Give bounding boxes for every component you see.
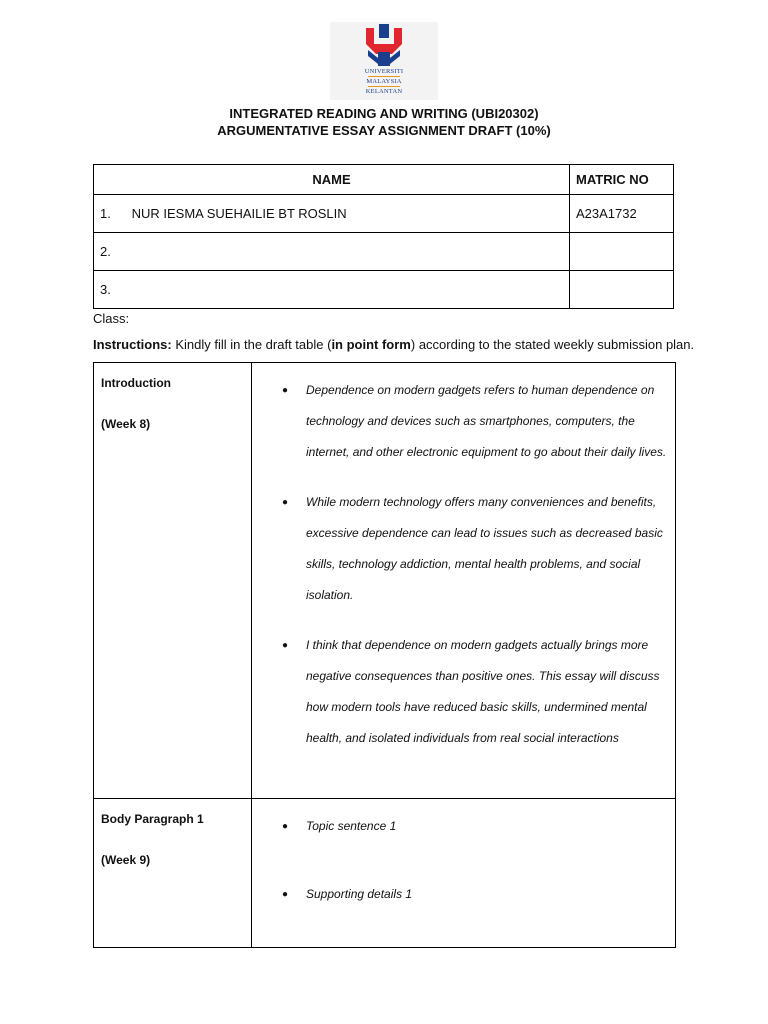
matric-column-header: MATRIC NO: [570, 165, 674, 195]
point-list: [252, 799, 675, 910]
logo-divider: [368, 76, 400, 77]
logo-text-universiti: UNIVERSITI: [364, 68, 404, 75]
point-item: [282, 811, 669, 842]
draft-table: [93, 362, 676, 948]
instructions: [93, 337, 694, 352]
point-item: [282, 487, 669, 611]
logo-text-kelantan: KELANTAN: [365, 88, 403, 95]
class-label: Class:: [93, 311, 130, 326]
member-name: NUR IESMA SUEHAILIE BT ROSLIN: [131, 206, 347, 221]
member-name-cell[interactable]: [94, 195, 570, 233]
logo-text-malaysia: MALAYSIA: [366, 78, 402, 85]
section-content-cell[interactable]: [252, 799, 676, 948]
members-table-header: [94, 165, 674, 195]
document-title: INTEGRATED READING AND WRITING (UBI20302): [229, 106, 539, 121]
member-matric-cell[interactable]: A23A1732: [570, 195, 674, 233]
section-title: Body Paragraph 1: [101, 812, 204, 826]
member-matric-cell[interactable]: [570, 271, 674, 309]
member-number: 1.: [100, 206, 111, 221]
point-text: I think that dependence on modern gadgets actually brings more negative consequences than positive ones. This essay will discuss how modern tools have reduced basic skills, undermined mental health, and isolated individuals from real social interactions: [306, 638, 660, 745]
section-label-cell: [94, 363, 252, 799]
bullet-icon: ●: [282, 821, 289, 832]
member-row: [94, 271, 674, 309]
document-subtitle: ARGUMENTATIVE ESSAY ASSIGNMENT DRAFT (10%): [217, 123, 551, 138]
name-column-header: NAME: [94, 165, 570, 195]
members-table: [93, 164, 674, 309]
member-number: 3.: [100, 282, 111, 297]
instructions-text-before: Kindly fill in the draft table (: [171, 337, 332, 352]
point-list: [252, 363, 675, 754]
draft-row-introduction: [94, 363, 676, 799]
member-row: [94, 233, 674, 271]
point-item: [282, 879, 669, 910]
point-text: While modern technology offers many conveniences and benefits, excessive dependence can lead to issues such as decreased basic skills, technology addiction, mental health problems, and social isolation.: [306, 495, 663, 602]
member-number: 2.: [100, 244, 111, 259]
member-row: [94, 195, 674, 233]
instructions-text-after: ) according to the stated weekly submission plan.: [410, 337, 695, 352]
section-label-cell: [94, 799, 252, 948]
section-week: (Week 9): [101, 853, 151, 867]
umk-logo-icon: [364, 24, 404, 66]
draft-row-body-paragraph-1: [94, 799, 676, 948]
member-name-cell[interactable]: [94, 233, 570, 271]
bullet-icon: ●: [282, 889, 289, 900]
bullet-icon: ●: [282, 385, 289, 396]
point-text: Topic sentence 1: [306, 819, 397, 833]
bullet-icon: ●: [282, 640, 289, 651]
point-item: [282, 375, 669, 468]
instructions-label: Instructions:: [93, 337, 172, 352]
section-week: (Week 8): [101, 417, 151, 431]
bullet-icon: ●: [282, 497, 289, 508]
point-item: [282, 630, 669, 754]
section-title: Introduction: [101, 376, 171, 390]
point-text: Supporting details 1: [306, 887, 413, 901]
member-name-cell[interactable]: [94, 271, 570, 309]
instructions-emphasis: in point form: [331, 337, 411, 352]
point-text: Dependence on modern gadgets refers to human dependence on technology and devices such as smartphones, computers, the internet, and other electronic equipment to go about their daily lives.: [306, 383, 667, 459]
member-matric-cell[interactable]: [570, 233, 674, 271]
section-content-cell[interactable]: [252, 363, 676, 799]
logo-divider: [368, 86, 400, 87]
university-logo: [330, 22, 438, 100]
